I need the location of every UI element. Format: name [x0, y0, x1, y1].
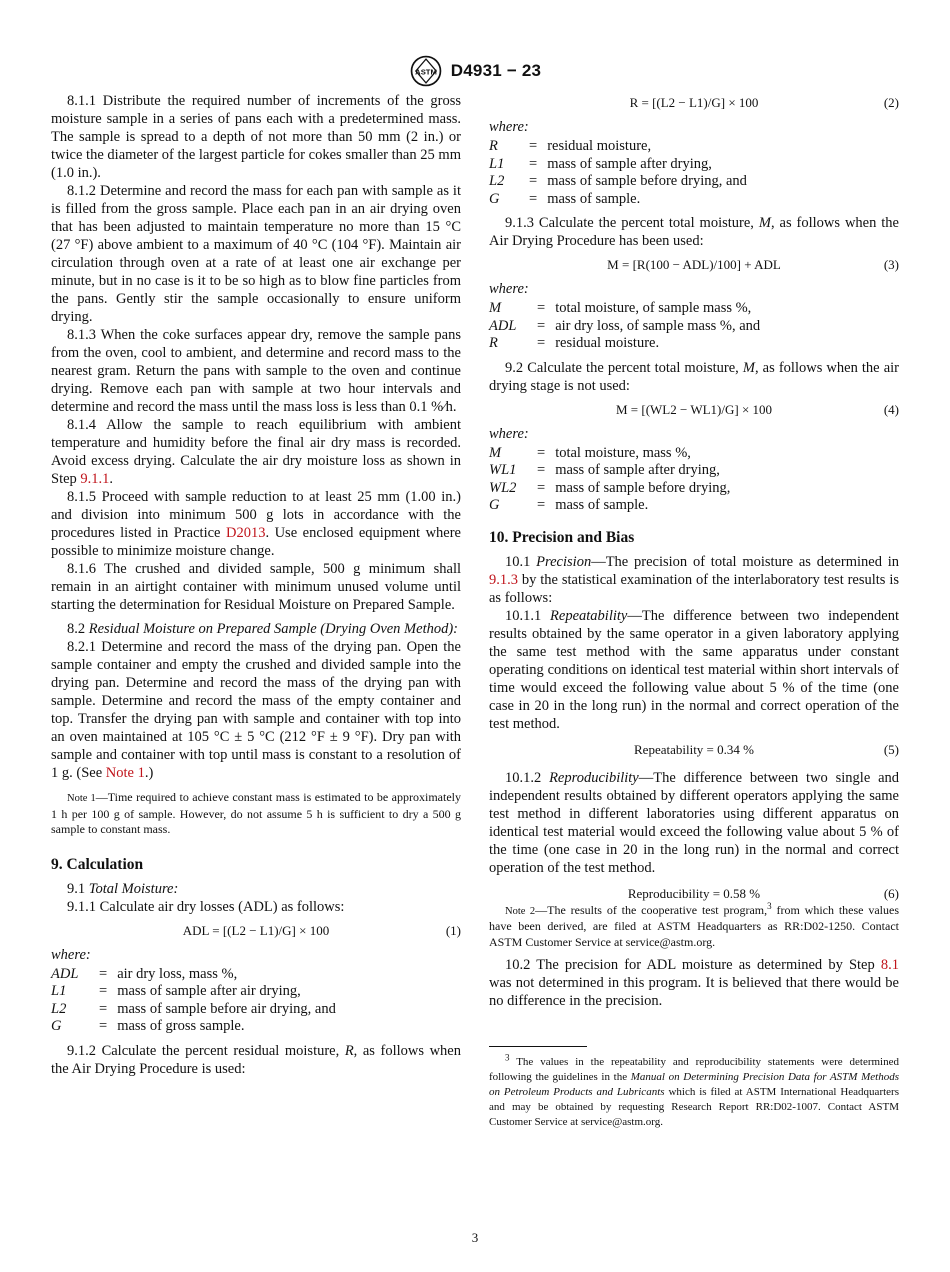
- link-note-1[interactable]: Note 1: [105, 765, 145, 781]
- equation-1-number: (1): [445, 922, 461, 938]
- link-8-1[interactable]: 8.1: [880, 957, 899, 973]
- variable-row: ADL = air dry loss, mass %,: [51, 965, 238, 982]
- para-9-2: 9.2 Calculate the percent total moisture, M, as follows when the air drying stage is not used:: [489, 359, 899, 394]
- equation-5-expr: Repeatability = 0.34 %: [634, 741, 754, 757]
- equation-5-number: (5): [883, 741, 899, 757]
- para-10-1-1: 10.1.1 Repeatability—The difference between two independent results obtained by the same operator in a given laboratory applying the same test method with the same apparatus under constant operating conditions on identical test material within short intervals of time would exceed the following value about 5 % of the time (one case in 20 in the long run) in the normal and correct operation of the test method.: [489, 607, 899, 732]
- left-column: [51, 92, 461, 1078]
- equation-1: [51, 922, 461, 940]
- para-10-2: 10.2 The precision for ADL moisture as determined by Step 8.1 was not determined in this program. It is believed that there would be no difference in the precision.: [489, 957, 899, 1009]
- variables-3: [489, 300, 760, 353]
- equation-3: [489, 256, 899, 274]
- where-label: where:: [489, 119, 529, 135]
- para-9-1-2: 9.1.2 Calculate the percent residual moisture, R, as follows when the Air Drying Procedure is used:: [51, 1042, 461, 1077]
- link-9-1-3[interactable]: 9.1.3: [489, 571, 518, 588]
- variable-row: M = total moisture, of sample mass %,: [489, 300, 752, 316]
- section-9-heading: 9. Calculation: [51, 855, 144, 873]
- equation-6-number: (6): [883, 885, 899, 901]
- equation-6: [489, 885, 899, 903]
- section-10-heading: 10. Precision and Bias: [489, 528, 635, 546]
- para-9-1: 9.1 Total Moisture:: [67, 880, 179, 897]
- variable-row: G = mass of sample.: [489, 497, 649, 513]
- designation: D4931 − 23: [450, 61, 542, 80]
- para-8-1-6: 8.1.6 The crushed and divided sample, 500 g minimum shall remain in an airtight container with minimum unused volume until starting the determination for Residual Moisture on Prepared Sample.: [51, 561, 461, 613]
- para-8-2: 8.2 Residual Moisture on Prepared Sample (Drying Oven Method):: [67, 621, 459, 637]
- link-9-1-1[interactable]: 9.1.1: [80, 471, 110, 487]
- where-label: where:: [489, 425, 529, 442]
- right-column: [489, 92, 899, 1130]
- where-label: where:: [489, 281, 529, 297]
- variable-row: ADL = air dry loss, of sample mass %, and: [489, 317, 761, 334]
- note-1: Note 1—Time required to achieve constant mass is estimated to be approximately 1 h per 100 g of sample. However, do not assume 5 h is sufficient to dry a 500 g sample to constant mass.: [51, 790, 461, 836]
- astm-logo-icon: [409, 54, 443, 88]
- para-8-1-1: 8.1.1 Distribute the required number of increments of the gross moisture sample in a series of pans each with a predetermined mass. The sample is spread to a depth of not more than 50 mm (2 in.) or twice the diameter of the largest particle for cokes smaller than 25 mm (1.0 in.).: [51, 93, 461, 181]
- para-8-1-4: 8.1.4 Allow the sample to reach equilibrium with ambient temperature and humidity before the final air dry mass is recorded. Avoid excess drying. Calculate the air dry moisture loss as shown in Step 9.1.1.: [51, 417, 461, 487]
- page-number: 3: [471, 1230, 479, 1245]
- variable-row: WL1 = mass of sample after drying,: [489, 462, 720, 478]
- page-header: [0, 54, 950, 88]
- equation-2: [489, 94, 899, 112]
- equation-4: [489, 401, 899, 419]
- para-9-1-1: 9.1.1 Calculate air dry losses (ADL) as follows:: [67, 898, 345, 915]
- para-8-1-3: 8.1.3 When the coke surfaces appear dry, remove the sample pans from the oven, cool to ambient, and determine and record mass to the nearest gram. Return the pans with sample to the oven and continue drying. Remove each pan with sample at two hour intervals and determine and record the mass until the mass loss is less than 0.1 %⁄h.: [51, 327, 461, 415]
- para-8-1-2: 8.1.2 Determine and record the mass for each pan with sample as it is filled from the gross sample. Place each pan in an air drying oven that has been adjusted to maintain temperature no more than 15 °C (27 °F) above ambient to a maximum of 40 °C (104 °F). Maintain air circulation through oven at a rate of at least one air exchange per minute, but in no case is it to be so high as to blow fine particles from the pans. Gently stir the sample occasionally to ensure uniform drying.: [51, 183, 461, 325]
- equation-3-expr: M = [R(100 − ADL)/100] + ADL: [607, 257, 781, 272]
- footnote-3: $^3$ The values in the repeatability and reproducibility statements were determined following the guidelines in the Manual on Determining Precision Data for ASTM Methods on Petroleum Products and Lubricants which is filed at ASTM International Headquarters and may be obtained by requesting Research Report RR:D02-1007. Contact ASTM Customer Service at service@astm.org.: [489, 1052, 899, 1128]
- variable-row: R = residual moisture,: [489, 138, 652, 154]
- equation-2-expr: R = [(L2 − L1)/G] × 100: [629, 95, 759, 110]
- variable-row: L1 = mass of sample after air drying,: [51, 983, 301, 999]
- para-10-1-2: 10.1.2 Reproducibility—The difference between two single and independent results obtained by different operators applying the same test method in different laboratories using different apparatus on identical test material would exceed the following value about 5 % of the time (one case in 20 in the long run) in the normal and correct operation of the test method.: [489, 769, 900, 876]
- para-8-2-1: 8.2.1 Determine and record the mass of the drying pan. Open the sample container and empty the crushed and divided sample into the drying pan. Determine and record the mass of the drying pan with sample. Determine and record the mass of the empty container and top. Transfer the drying pan with sample and container with top into an oven maintained at 105 °C ± 5 °C (212 °F ± 9 °F). Dry pan with sample and container with top until mass is constant to a resolution of 1 g. (See Note 1.): [51, 639, 461, 781]
- variable-row: L1 = mass of sample after drying,: [489, 155, 712, 172]
- variable-row: G = mass of gross sample.: [51, 1018, 245, 1034]
- para-8-1-5: 8.1.5 Proceed with sample reduction to at least 25 mm (1.00 in.) and division into minimum 500 g lots in accordance with the procedures listed in Practice D2013. Use enclosed equipment where possible to minimize moisture change.: [51, 489, 461, 559]
- variables-1: [51, 966, 336, 1036]
- variables-2: [489, 138, 747, 208]
- link-d2013[interactable]: D2013: [225, 525, 266, 541]
- equation-5: [489, 741, 899, 759]
- note-2: Note 2—The results of the cooperative test program,$^3$ from which these values have been derived, are filed at ASTM Headquarters as RR:D02-1250. Contact ASTM Customer Service at service@astm.org.: [489, 900, 899, 949]
- footnote-divider: [489, 1046, 587, 1047]
- equation-3-number: (3): [883, 257, 899, 272]
- para-10-1: 10.1 Precision—The precision of total moisture as determined in 9.1.3 by the statistical examination of the interlaboratory test results is as follows:: [489, 553, 899, 606]
- para-9-1-3: 9.1.3 Calculate the percent total moisture, M, as follows when the Air Drying Procedure has been used:: [489, 215, 899, 249]
- equation-4-expr: M = [(WL2 − WL1)/G] × 100: [615, 401, 773, 417]
- equation-2-number: (2): [883, 95, 899, 110]
- equation-6-expr: Reproducibility = 0.58 %: [627, 885, 761, 901]
- variable-row: WL2 = mass of sample before drying,: [489, 479, 731, 496]
- where-label: where:: [51, 946, 91, 963]
- variable-row: M = total moisture, mass %,: [489, 444, 691, 461]
- equation-4-number: (4): [883, 401, 899, 417]
- variable-row: G = mass of sample.: [489, 190, 641, 207]
- equation-1-expr: ADL = [(L2 − L1)/G] × 100: [182, 922, 330, 938]
- variables-4: [489, 445, 730, 515]
- variable-row: R = residual moisture.: [489, 335, 660, 351]
- svg-text:ASTM: ASTM: [414, 67, 437, 77]
- variable-row: L2 = mass of sample before drying, and: [489, 173, 747, 189]
- variable-row: L2 = mass of sample before air drying, and: [51, 1000, 336, 1017]
